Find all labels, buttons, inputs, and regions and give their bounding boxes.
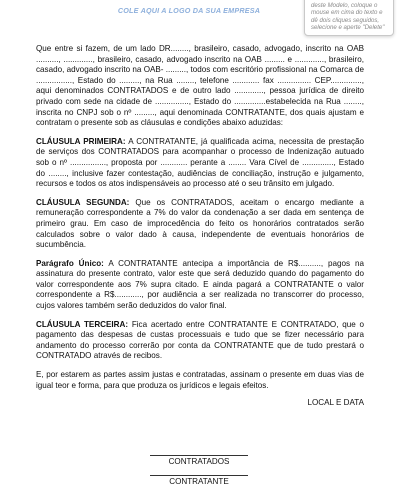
closing-paragraph: E, por estarem as partes assim justas e contratadas, assinam o presente em duas vias de igual teor e forma, para que produza os jurídicos e legais efeitos. — [36, 370, 364, 390]
signature-label-contratante: CONTRATANTE — [169, 477, 229, 486]
clause-third-title: CLÁUSULA TERCEIRA: — [36, 319, 129, 329]
logo-placeholder[interactable]: COLE AQUI A LOGO DA SUA EMPRESA — [117, 6, 261, 15]
clause-first-title: CLÁUSULA PRIMEIRA: — [36, 136, 126, 146]
sole-paragraph-title: Parágrafo Único: — [36, 258, 104, 268]
local-and-date: LOCAL E DATA — [307, 398, 364, 407]
clause-third — [36, 320, 364, 362]
intro-paragraph: Que entre si fazem, de um lado DR........, brasileiro, casado, advogado, inscrito na OAB .........., ............., brasileiro, casado, advogado inscrito na OAB ......... e ............., brasileiro, casado, advogado inscrito na OAB- ........., todos com escritório profissional na Comarca de ................, Estado do ........., na Rua ........, telefone ............ fax ............... CEP.............., aqui denominados CONTRATADOS e de outro lado ............., pessoa jurídica de direito privado com sede na cidade de ..............., Estado do ..............estabelecida na Rua ........, inscrita no CNPJ sob o nº ........., aqui denominada CONTRATANTE, dos quais ajustam e contratam o presente sob as cláusulas e condições abaixo aduzidas: — [36, 44, 364, 128]
sole-paragraph-text: A CONTRATANTE antecipa a importância de R$.........., pagos na assinatura do presente contrato, valor este que será deduzido quando do pagamento do valor correspondente aos 7% supra citado. E ainda pagará a CONTRATANTE o valor correspondente a R$............, por audiência a ser realizada no transcorrer do processo, cujos valores também serão deduzidos do valor final. — [36, 258, 364, 311]
clause-third-text: Fica acertado entre CONTRATANTE E CONTRATADO, que o pagamento das despesas de custas processuais e tudo que se fizer necessário para andamento do processo correrão por conta da CONTRATANTE que de tudo prestará o CONTRATADO através de recibos. — [36, 319, 364, 361]
clause-first-text: A CONTRATANTE, já qualificada acima, necessita de prestação de serviços dos CONTRATADOS para acompanhar o processo de Indenização autuado sob o nº ................, proposta por ............ perante a ........ Vara Cível de .............., Estado do ........, inclusive fazer contestação, audiências de conciliação, instrução e julgamento, recursos e todos os atos indispensáveis ao processo até o seu trânsito em julgado. — [36, 136, 364, 189]
clause-second-title: CLÁUSULA SEGUNDA: — [36, 197, 130, 207]
signature-label-contratados: CONTRATADOS — [168, 457, 230, 466]
clause-second-text: Que os CONTRATADOS, aceitam o encargo mediante a remuneração correspondente a 7% do valor da condenação a ser dada em sentença de primeiro grau. Em caso de improcedência do feito os honorários contratados serão calculados sobre o valor dado à causa, independente de eventuais honorários de sucumbência. — [36, 197, 364, 250]
clause-first — [36, 137, 364, 190]
signature-line-contratante — [150, 475, 248, 476]
clause-second — [36, 198, 364, 251]
instruction-tooltip: deste Modelo, coloque o mouse em cima do texto e dê dois cliques seguidos, selecione e aperte "Delete" — [304, 0, 394, 36]
sole-paragraph — [36, 259, 364, 312]
contract-body — [36, 44, 364, 399]
signature-line-contratados — [150, 455, 248, 456]
